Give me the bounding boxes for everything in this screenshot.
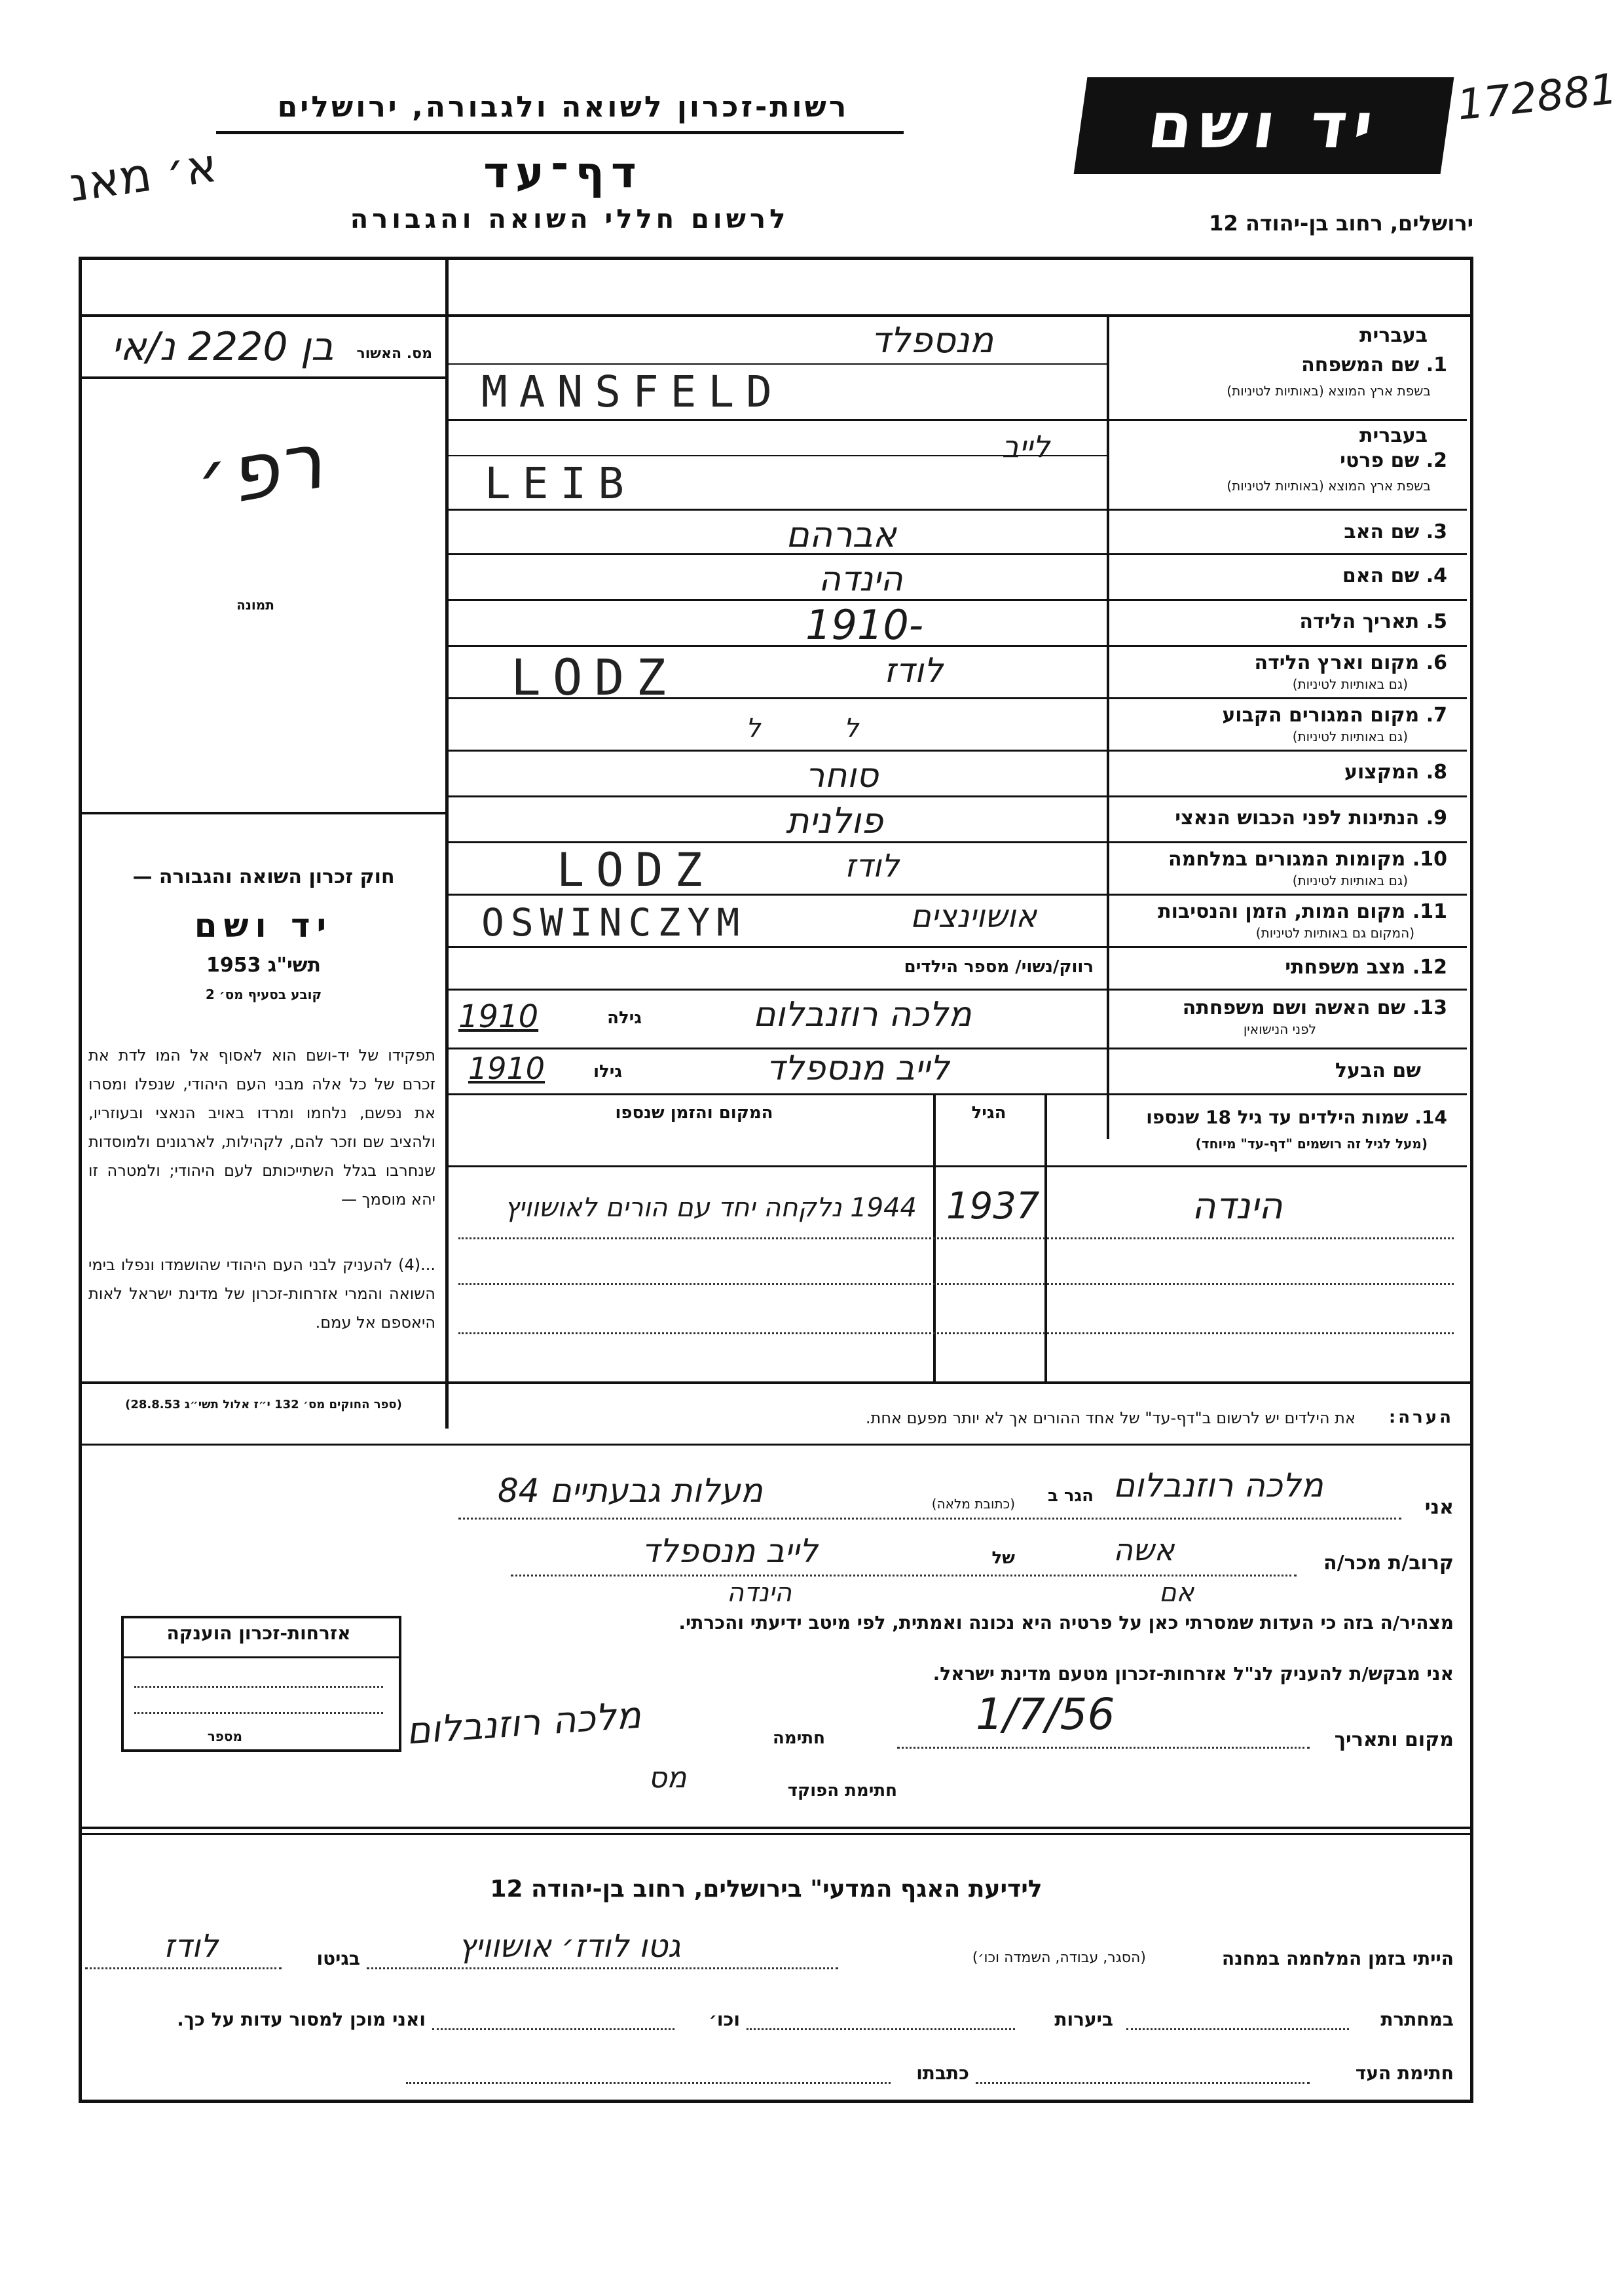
form-subtitle: לרשום חללי השואה והגבורה bbox=[350, 204, 790, 234]
decl-place-date[interactable]: 1/7/56 bbox=[976, 1689, 1115, 1740]
field-9-num: 9. bbox=[1426, 807, 1447, 829]
file-number-label: מס. האשור bbox=[356, 346, 432, 362]
field-12-options[interactable]: רווק/נשוי/ מספר הילדים bbox=[904, 957, 1094, 977]
children-num: 14. bbox=[1414, 1106, 1447, 1128]
field-13-label bbox=[1113, 996, 1447, 1019]
form-title: דף־עד bbox=[483, 147, 643, 198]
field-11-hebrew[interactable]: אושוינצים bbox=[910, 898, 1037, 935]
footer-top-rule-2 bbox=[79, 1833, 1470, 1835]
field-6-hebrew[interactable]: לודז bbox=[884, 651, 944, 691]
child-1-name[interactable]: הינדה bbox=[1192, 1185, 1283, 1228]
decl-statement-2: אני מבקש/ת להעניק לנ"ל אזרחות-זכרון מטעם מדינת ישראל. bbox=[932, 1663, 1454, 1685]
field-5-hebrew[interactable]: 1910- bbox=[805, 601, 924, 649]
field-11-label-text: מקום המות, הזמן והנסיבות bbox=[1158, 900, 1406, 923]
field-1-sub: בשפת ארץ המוצא (באותיות לטיניות) bbox=[1227, 383, 1431, 399]
children-bottom-rule bbox=[79, 1381, 1470, 1384]
photo-label: תמונה bbox=[236, 597, 274, 613]
decl-of-name[interactable]: לייב מנספלד bbox=[642, 1532, 818, 1570]
field-4-label bbox=[1126, 564, 1447, 587]
law-text-2: ...(4) להעניק לבני העם היהודי שהושמדו ונפלו בימי השואה והמרי אזרחות-זכרון של מדינת ישראל לאות היאספם אל עמם. bbox=[88, 1256, 435, 1332]
field-husband-label: שם הבעל bbox=[1335, 1059, 1421, 1082]
field-2-sub: בשפת ארץ המוצא (באותיות לטיניות) bbox=[1227, 478, 1431, 494]
field-3-label bbox=[1126, 520, 1447, 543]
decl-signature[interactable]: מלכה רוזנבלום bbox=[405, 1694, 643, 1753]
field-1-hebrew[interactable]: מנספלד bbox=[871, 319, 994, 361]
field-10-num: 10. bbox=[1412, 848, 1447, 871]
row-rule bbox=[449, 750, 1467, 752]
decl-relation[interactable]: אשה bbox=[1113, 1532, 1175, 1567]
field-10-label-text: מקומות המגורים במלחמה bbox=[1168, 848, 1406, 871]
footer-witness-label: חתימת העד bbox=[1355, 2062, 1454, 2084]
note-rule bbox=[79, 1444, 1470, 1446]
decl-place-date-line bbox=[897, 1747, 1310, 1749]
children-row-line bbox=[458, 1283, 1454, 1285]
field-12-label-text: מצב משפחתי bbox=[1285, 956, 1406, 979]
footer-ready-text: ואני מוכן למסור עדות על כך. bbox=[177, 2009, 426, 2030]
field-1-num: 1. bbox=[1426, 354, 1447, 376]
row-rule bbox=[449, 795, 1467, 797]
field-10-label bbox=[1126, 848, 1447, 871]
field-5-label bbox=[1126, 610, 1447, 633]
citizenship-line bbox=[134, 1686, 383, 1688]
decl-ani: אני bbox=[1424, 1496, 1454, 1519]
decl-place-date-label: מקום ותאריך bbox=[1334, 1728, 1454, 1751]
field-8-label-text: המקצוע bbox=[1344, 761, 1420, 784]
field-13-sub: לפני הנישואין bbox=[1243, 1021, 1316, 1037]
children-col-place: המקום והזמן שנספו bbox=[615, 1103, 773, 1123]
field-6-label bbox=[1126, 651, 1447, 674]
field-husband-hebrew[interactable]: לייב מנספלד bbox=[766, 1049, 950, 1088]
handwritten-corner-note: א׳ מאנ bbox=[65, 137, 221, 213]
children-row-line bbox=[458, 1237, 1454, 1239]
field-husband-age[interactable]: 1910 bbox=[468, 1051, 545, 1086]
field-13-label-text: שם האשה ושם משפחתה bbox=[1182, 996, 1406, 1019]
row-rule bbox=[449, 1093, 1467, 1095]
footer-hiding-label: במחתרת bbox=[1380, 2009, 1454, 2030]
row-rule bbox=[449, 419, 1467, 421]
footer-hiding-line bbox=[1126, 2028, 1349, 2030]
field-11-sub: (המקום גם באותיות לטיניות) bbox=[1255, 925, 1414, 941]
footer-camp-note: (הסגר, עבודה, השמדה וכו׳) bbox=[972, 1950, 1146, 1966]
header-rule bbox=[216, 131, 904, 134]
footer-forest-line bbox=[747, 2028, 1015, 2030]
footer-address-label: כתבתו bbox=[916, 2062, 969, 2084]
field-6-sub: (גם באותיות לטיניות) bbox=[1292, 676, 1408, 692]
field-9-label bbox=[1126, 807, 1447, 829]
citizenship-title: אזרחות-זכרון הוענקה bbox=[166, 1622, 351, 1644]
field-7-hebrew[interactable]: ל ל bbox=[745, 714, 859, 744]
field-4-hebrew[interactable]: הינדה bbox=[819, 560, 903, 599]
field-husband-age-label: גילו bbox=[593, 1062, 622, 1082]
field-1-label-text: שם המשפחה bbox=[1301, 354, 1420, 376]
decl-relative-line bbox=[511, 1575, 1297, 1576]
decl-relation-2[interactable]: אם bbox=[1159, 1578, 1194, 1608]
field-1-latin[interactable]: MANSFELD bbox=[481, 367, 784, 417]
field-2-label bbox=[1126, 449, 1447, 472]
row-rule bbox=[449, 509, 1467, 511]
file-row-rule bbox=[79, 376, 449, 379]
field-11-label bbox=[1126, 900, 1447, 923]
latin-subrule bbox=[449, 363, 1107, 365]
field-6-label-text: מקום וארץ הלידה bbox=[1254, 651, 1420, 674]
law-clause: קובע בסעיף מס׳ 2 bbox=[205, 987, 322, 1002]
field-10-sub: (גם באותיות לטיניות) bbox=[1292, 873, 1408, 888]
footer-etc-label: וכו׳ bbox=[709, 2009, 740, 2030]
citizenship-line bbox=[134, 1712, 383, 1714]
photo-scribble: רפ׳ bbox=[189, 415, 330, 527]
archive-number: 172881 bbox=[1454, 65, 1619, 130]
footer-camp-label: הייתי בזמן המלחמה במחנה bbox=[1221, 1948, 1454, 1969]
row-rule bbox=[449, 645, 1467, 647]
child-1-age[interactable]: 1937 bbox=[946, 1185, 1040, 1228]
footer-ghetto-label: בגיטו bbox=[316, 1948, 360, 1969]
field-5-label-text: תאריך הלידה bbox=[1299, 610, 1420, 633]
field-2-tag: בעברית bbox=[1359, 424, 1428, 447]
children-title-text: שמות הילדים עד גיל 18 שנספו bbox=[1146, 1106, 1409, 1128]
photo-bottom-rule bbox=[79, 812, 449, 814]
citizenship-number-label: מספר bbox=[207, 1728, 242, 1744]
field-2-num: 2. bbox=[1426, 449, 1447, 472]
logo-text: יד ושם bbox=[1143, 89, 1384, 162]
decl-ani-line bbox=[458, 1518, 1401, 1520]
field-1-tag: בעברית bbox=[1359, 324, 1428, 347]
children-col-age: הגיל bbox=[971, 1103, 1006, 1123]
field-9-hebrew[interactable]: פולנית bbox=[786, 800, 883, 841]
field-2-hebrew[interactable]: לייב bbox=[1002, 429, 1050, 464]
field-10-hebrew[interactable]: לודז bbox=[845, 848, 900, 884]
children-title bbox=[1061, 1106, 1447, 1128]
file-number-value: בן 2220 נ/אי bbox=[111, 324, 334, 370]
footer-address-line bbox=[406, 2082, 891, 2084]
decl-hagar: הגר ב bbox=[1047, 1486, 1094, 1506]
field-6-latin[interactable]: LODZ bbox=[511, 648, 678, 706]
children-subtitle: (מעל לגיל זה רושמים "דף-עד" מיוחד) bbox=[1195, 1136, 1428, 1152]
children-row-line bbox=[458, 1332, 1454, 1334]
footer-etc-line bbox=[432, 2028, 674, 2030]
field-7-num: 7. bbox=[1426, 704, 1447, 727]
yad-vashem-logo bbox=[1074, 77, 1454, 174]
footer-camp-value[interactable]: גטו לודז׳ אושוויץ bbox=[458, 1928, 681, 1965]
field-13-hebrew[interactable]: מלכה רוזנבלום bbox=[753, 995, 972, 1034]
law-text-1: תפקידו של יד-ושם הוא לאסוף אל המו לדת את זכרם של כל אלה מבני העם היהודי, שנפלו ומסרו את נפשם, נלחמו ומרדו באויב הנאצי ובעוזריו, ולהציב שם וזכר להם, לקהילות, לארגונים ולמוסדות שנחרבו בגלל השתייכותם לעם היהודי; ולמטרה זו יהא מוסמך — bbox=[88, 1046, 435, 1209]
field-3-label-text: שם האב bbox=[1344, 520, 1420, 543]
law-name: יד ושם bbox=[194, 907, 333, 945]
law-reference: (ספר החוקים מס׳ 132 י״ז אלול תשי״ג 28.8.53) bbox=[125, 1398, 402, 1412]
footer-title: לידיעת האגף המדעי" בירושלים, רחוב בן-יהודה 12 bbox=[490, 1876, 1043, 1903]
field-4-num: 4. bbox=[1426, 564, 1447, 587]
decl-statement-1: מצהיר/ה בזה כי העדות שמסרתי כאן על פרטיה היא נכונה ואמתית, לפי מיטב ידיעתי והכרתי. bbox=[678, 1612, 1454, 1633]
note-text: את הילדים יש לרשום ב"דף-עד" של אחד ההורים אך לא יותר מפעם אחת. bbox=[865, 1409, 1356, 1427]
footer-forest-label: ביערות bbox=[1054, 2009, 1113, 2030]
decl-signature-label: חתימה bbox=[773, 1728, 825, 1748]
decl-relative: קרוב/ת מכר/ה bbox=[1323, 1552, 1454, 1575]
decl-shel: של bbox=[991, 1548, 1015, 1568]
decl-officer-label: חתימת הפוקד bbox=[787, 1781, 897, 1800]
field-13-age-label: גילה bbox=[607, 1008, 642, 1028]
children-header-rule bbox=[449, 1165, 1467, 1167]
field-1-label bbox=[1126, 354, 1447, 376]
address-line: ירושלים, רחוב בן-יהודה 12 bbox=[1209, 211, 1473, 236]
field-5-num: 5. bbox=[1426, 610, 1447, 633]
footer-ghetto-line bbox=[85, 1967, 282, 1969]
field-7-label-text: מקום המגורים הקבוע bbox=[1222, 704, 1420, 727]
note-label: הערה: bbox=[1388, 1408, 1454, 1427]
field-2-latin[interactable]: LEIB bbox=[485, 458, 636, 509]
field-13-age[interactable]: 1910 bbox=[458, 998, 539, 1035]
decl-of-name-2[interactable]: הינדה bbox=[727, 1578, 792, 1608]
field-9-label-text: הנתינות לפני הכבוש הנאצי bbox=[1175, 807, 1420, 829]
field-7-sub: (גם באותיות לטיניות) bbox=[1292, 729, 1408, 744]
authority-title: רשות-זכרון לשואה ולגבורה, ירושלים bbox=[277, 90, 849, 124]
footer-witness-line bbox=[976, 2082, 1310, 2084]
decl-officer-signature[interactable]: מס bbox=[648, 1761, 687, 1795]
field-12-num: 12. bbox=[1412, 956, 1447, 979]
field-8-hebrew[interactable]: סוחר bbox=[805, 756, 879, 795]
law-title: חוק זכרון השואה והגבורה — bbox=[132, 866, 395, 888]
field-8-num: 8. bbox=[1426, 761, 1447, 784]
row-rule bbox=[449, 946, 1467, 948]
field-4-label-text: שם האם bbox=[1342, 564, 1420, 587]
citizenship-title-rule bbox=[121, 1656, 401, 1658]
field-8-label bbox=[1126, 761, 1447, 784]
decl-address[interactable]: מעלות גבעתיים 84 bbox=[498, 1472, 763, 1510]
field-2-label-text: שם פרטי bbox=[1340, 449, 1420, 472]
row-rule bbox=[449, 553, 1467, 555]
decl-declarant[interactable]: מלכה רוזנבלום bbox=[1113, 1467, 1323, 1504]
decl-address-note: (כתובת מלאה) bbox=[931, 1496, 1015, 1512]
footer-camp-line bbox=[367, 1967, 838, 1969]
field-12-label bbox=[1126, 956, 1447, 979]
field-11-latin[interactable]: OSWINCZYM bbox=[481, 900, 747, 945]
row-rule bbox=[449, 1048, 1467, 1049]
footer-top-rule bbox=[79, 1827, 1470, 1829]
child-1-place[interactable]: 1944 נלקחה יחד עם הורים לאושוויץ bbox=[504, 1193, 917, 1223]
footer-ghetto-value[interactable]: לודז bbox=[164, 1928, 219, 1965]
field-11-num: 11. bbox=[1412, 900, 1447, 923]
field-3-num: 3. bbox=[1426, 520, 1447, 543]
row-rule bbox=[449, 599, 1467, 601]
field-3-hebrew[interactable]: אברהם bbox=[786, 514, 896, 555]
law-year: תשי"ג 1953 bbox=[206, 954, 322, 977]
field-13-num: 13. bbox=[1412, 996, 1447, 1019]
top-strip-rule bbox=[79, 314, 1470, 317]
field-10-latin[interactable]: LODZ bbox=[557, 843, 714, 897]
label-column-divider bbox=[1107, 314, 1109, 1139]
field-7-label bbox=[1126, 704, 1447, 727]
field-6-num: 6. bbox=[1426, 651, 1447, 674]
row-rule bbox=[449, 989, 1467, 991]
